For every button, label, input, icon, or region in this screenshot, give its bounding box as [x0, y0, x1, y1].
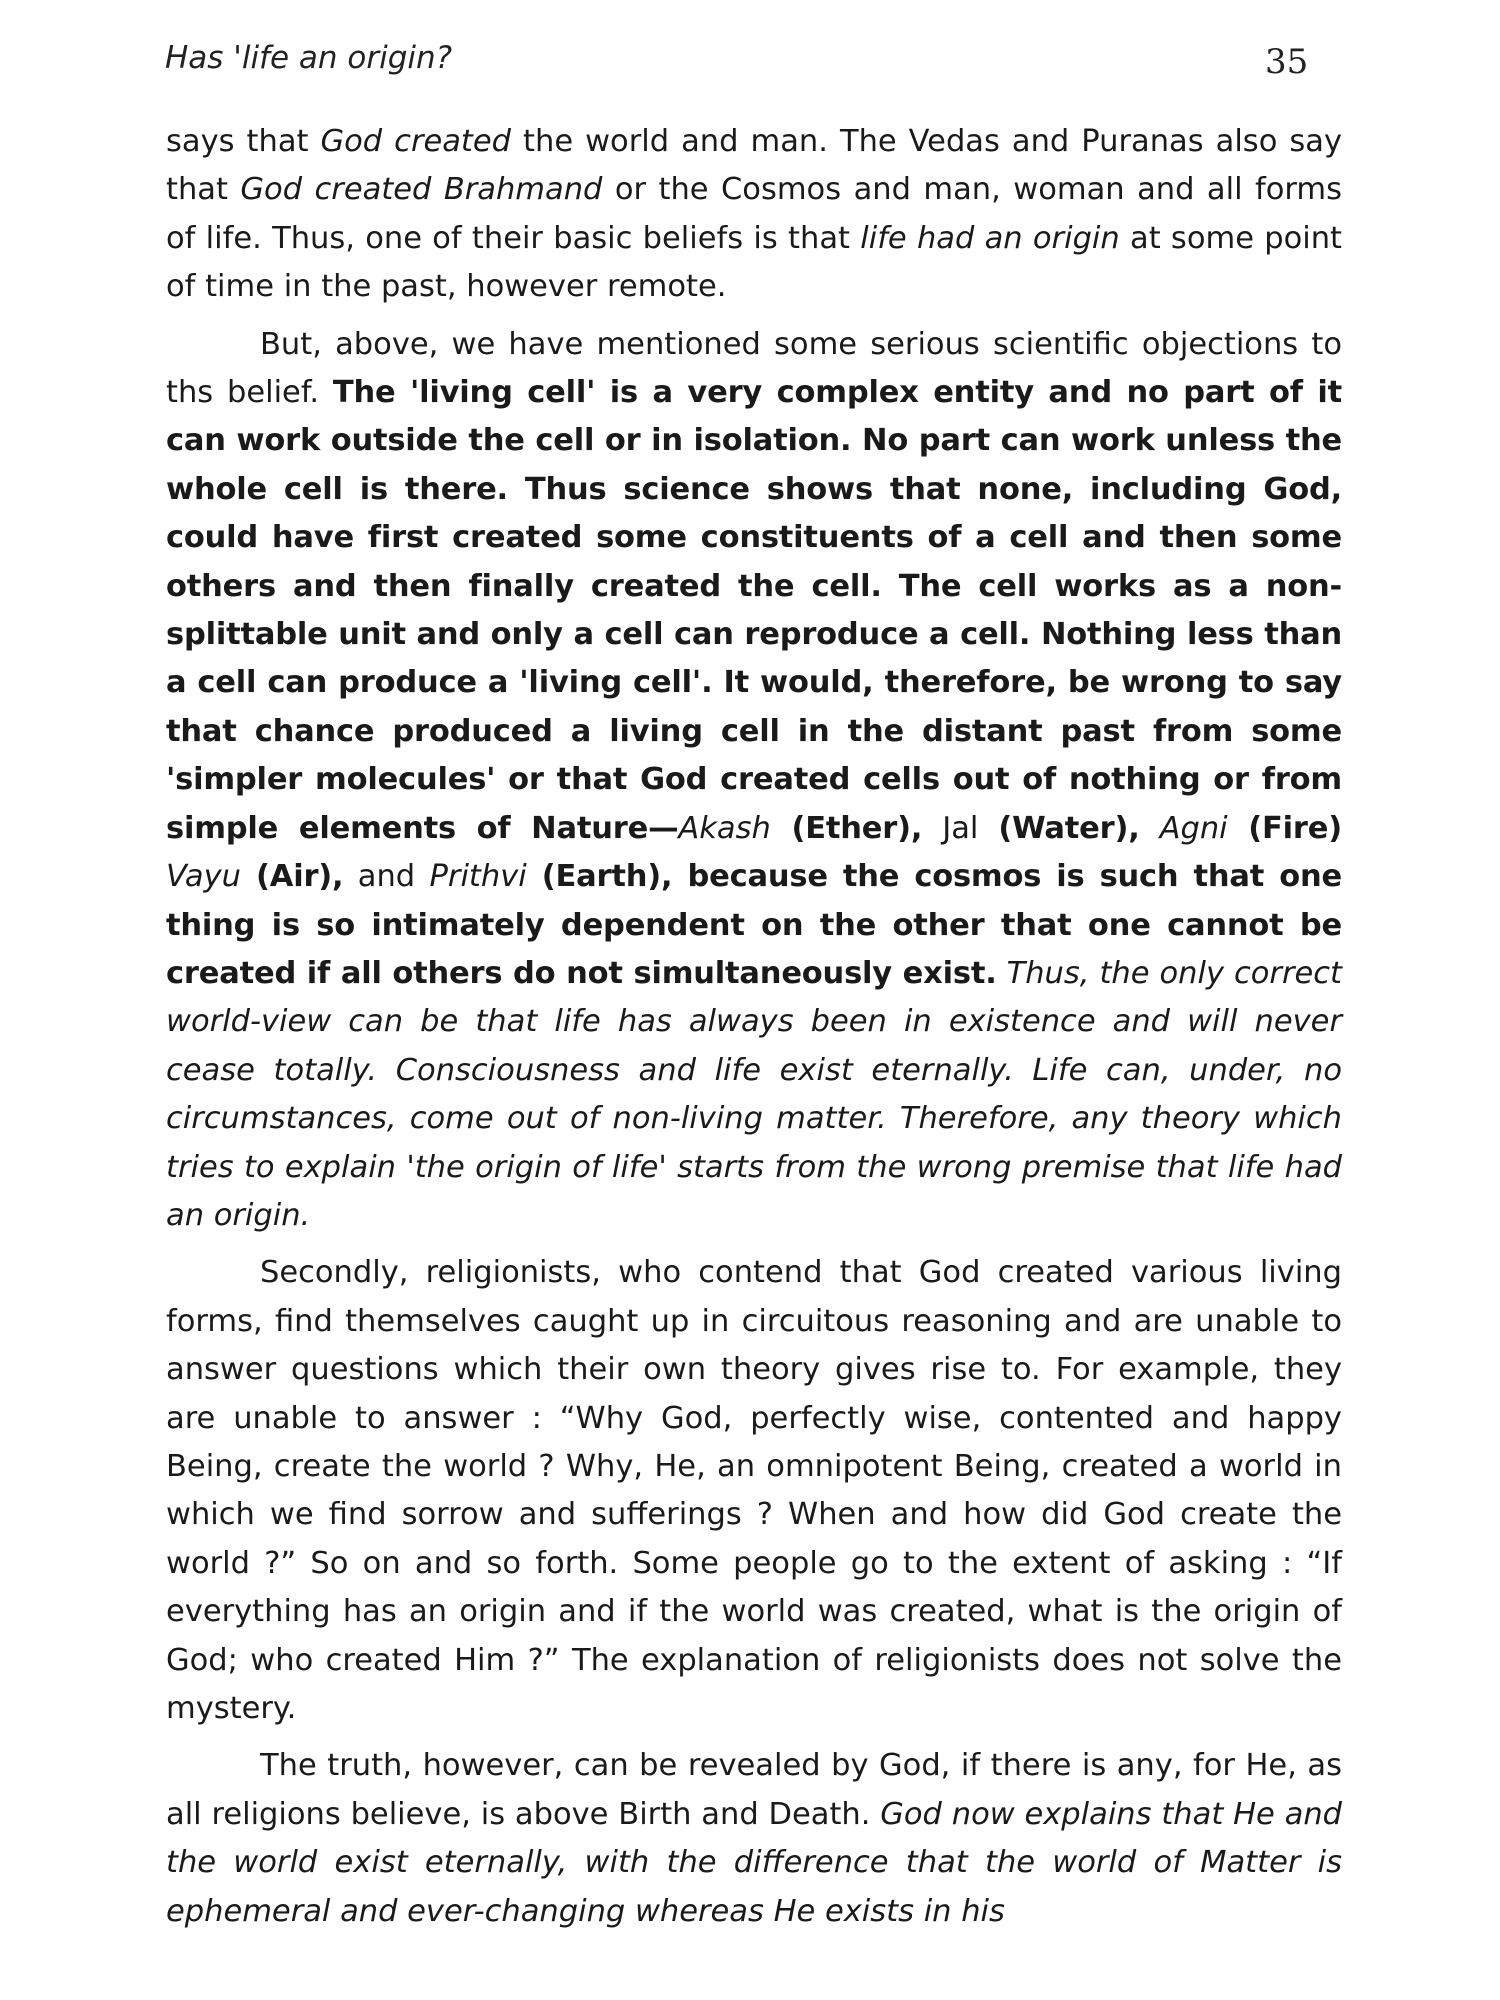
text-run: and: [343, 859, 430, 895]
italic-run: God created Brahmand: [240, 172, 603, 208]
text-run: The truth, however, can be revealed by God, if there is any, for He, as all religions believe, is above Birth and Death.: [166, 1748, 1342, 1832]
bold-run: (Earth), because the cosmos is such that one thing is so intimately dependent on the other that one cannot be created if all others do not simultaneously exist.: [166, 859, 1342, 991]
bold-run: (Air),: [240, 859, 344, 895]
running-head: Has 'life an origin?: [165, 40, 453, 76]
paragraph-4: [166, 1742, 1342, 1936]
page-number: 35: [1265, 42, 1309, 82]
text-run: or the Cosmos and man, woman and all forms of life. Thus, one of their basic beliefs is that: [166, 172, 1342, 256]
text-run: [1140, 811, 1160, 846]
text-run: the world and man. The Vedas and Puranas also say that: [166, 124, 1343, 208]
text-run: says that: [166, 124, 321, 159]
italic-run: life had an origin: [860, 220, 1120, 256]
text-run: [997, 956, 1007, 991]
italic-run: God created: [320, 124, 512, 159]
bold-run: (Fire): [1227, 810, 1342, 846]
paragraph-3: [166, 1249, 1342, 1733]
italic-run: Akash: [678, 810, 771, 846]
italic-run: Thus, the only correct world-view can be that life has always been in existence and will never cease totally. Consciousness and life exist eternally. Life can, under, no circumstances, come out of non-living matter. Therefore, any theory which tries to explain 'the origin of life' starts from the wrong premise that life had an origin.: [166, 955, 1342, 1233]
bold-run: The 'living cell' is a very complex entity and no part of it can work outside the cell or in isolation. No part can work unless the whole cell is there. Thus science shows that none, including God, could have first created some constituents of a cell and then some others and then finally created the cell. The cell works as a non-splittable unit and only a cell can reproduce a cell. Nothing less than a cell can produce a 'living cell'. It would, therefore, be wrong to say that chance produced a living cell in the distant past from some 'simpler molecules' or that God created cells out of nothing or from simple elements of Nature—: [166, 375, 1343, 846]
italic-run: Prithvi: [429, 859, 527, 895]
body-text: [166, 118, 1342, 1936]
paragraph-2: [166, 321, 1342, 1241]
text-run: But, above, we have mentioned some serious scientific objections to ths belief.: [166, 326, 1342, 411]
text-run: Jal: [922, 810, 999, 846]
italic-run: Vayu: [166, 859, 241, 895]
text-run: Secondly, religionists, who contend that God created various living forms, find themselves caught up in circuitous reasoning and are unable to answer questions which their own theory gives rise to. For example, they are unable to answer : “Why God, perfectly wise, contented and happy Being, create the world ? Why, He, an omnipotent Being, created a world in which we find sorrow and sufferings ? When and how did God create the world ?” So on and so forth. Some people go to the extent of asking : “If everything has an origin and if the world was created, what is the origin of God; who created Him ?” The explanation of religionists does not solve the mystery.: [166, 1255, 1342, 1726]
italic-run: God now explains that He and the world exist eternally, with the difference that the world of Matter is ephemeral and ever-changing whereas He exists in his: [166, 1796, 1343, 1929]
bold-run: (Ether),: [770, 810, 923, 846]
text-run: at some point of time in the past, however remote.: [166, 220, 1343, 305]
paragraph-1: [166, 118, 1342, 312]
italic-run: Agni: [1159, 810, 1228, 846]
bold-run: (Water),: [998, 810, 1140, 846]
